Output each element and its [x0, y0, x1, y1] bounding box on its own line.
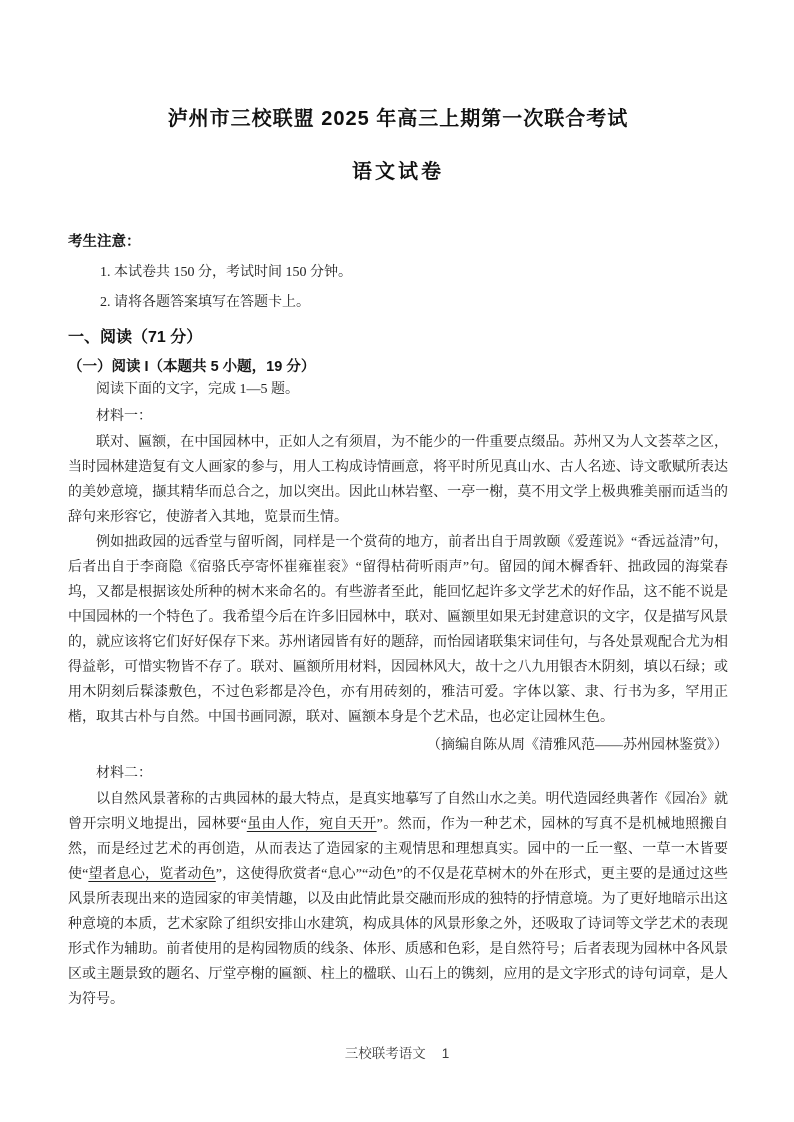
notice-item-2: 2. 请将各题答案填写在答题卡上。: [100, 295, 310, 310]
subsection-heading-reading-1: （一）阅读 I（本题共 5 小题，19 分）: [68, 359, 316, 375]
doc-subtitle: 语文试卷: [352, 161, 444, 183]
material-1-label: 材料一：: [96, 409, 152, 424]
section-heading-reading: 一、阅读（71 分）: [68, 329, 203, 346]
page-footer: [0, 1042, 794, 1062]
footer-page-number: 1: [441, 1046, 450, 1061]
material-2-paragraph-1: 以自然风景著称的古典园林的最大特点，是真实地摹写了自然山水之美。明代造园经典著作《园冶》就曾开宗明义地提出，园林要“虽由人作，宛自天开”。然而，作为一种艺术，园林的写真不是机械地照搬自然，而是经过艺术的再创造，从而表达了造园家的主观情思和理想真实。园中的一丘一壑、一草一木皆要使“望者息心，览者动色”，这使得欣赏者“息心”“动色”的不仅是花草树木的外在形式，更主要的是通过这些风景所表现出来的造园家的审美情趣，以及由此情此景交融而形成的独特的抒情意境。为了更好地暗示出这种意境的本质，艺术家除了组织安排山水建筑，构成具体的风景形象之外，还吸取了诗词等文学艺术的表现形式作为辅助。前者使用的是构园物质的线条、体形、质感和色彩，是自然符号；后者表现为园林中各风景区或主题景致的题名、厅堂亭榭的匾额、柱上的楹联、山石上的镌刻，应用的是文字形式的诗句词章，是人为符号。: [68, 792, 729, 1007]
doc-title: 泸州市三校联盟 2025 年高三上期第一次联合考试: [167, 108, 629, 130]
notice-item-1: 1. 本试卷共 150 分，考试时间 150 分钟。: [100, 265, 352, 280]
material-1-paragraph-1: 联对、匾额，在中国园林中，正如人之有须眉，为不能少的一件重要点缀品。苏州又为人文荟萃之区，当时园林建造复有文人画家的参与，用人工构成诗情画意，将平时所见真山水、古人名迹、诗文歌赋所表达的美妙意境，撷其精华而总合之，加以突出。因此山林岩壑、一亭一榭，莫不用文学上极典雅美丽而适当的辞句来形容它，使游者入其地，览景而生情。: [68, 435, 728, 525]
material-1-paragraph-2: 例如拙政园的远香堂与留听阁，同样是一个赏荷的地方，前者出自于周敦颐《爱莲说》“香远益清”句，后者出自于李商隐《宿骆氏亭寄怀崔雍崔衮》“留得枯荷听雨声”句。留园的闻木樨香轩、拙政园的海棠春坞，又都是根据该处所种的树木来命名的。有些游者至此，能回忆起许多文学艺术的好作品，这不能不说是中国园林的一个特色了。我希望今后在许多旧园林中，联对、匾额里如果无封建意识的文字，仅是描写风景的，就应该将它们好好保存下来。苏州诸园皆有好的题辞，而怡园诸联集宋词佳句，与各处景观配合尤为相得益彰，可惜实物皆不存了。联对、匾额所用材料，因园林风大，故十之八九用银杏木阴刻，填以石绿；或用木阴刻后髹漆敷色，不过色彩都是冷色，亦有用砖刻的，雅洁可爱。字体以篆、隶、行书为多，罕用正楷，取其古朴与自然。中国书画同源，联对、匾额本身是个艺术品，也必定让园林生色。: [68, 535, 728, 725]
footer-label: 三校联考语文: [344, 1046, 426, 1061]
notice-heading: 考生注意：: [68, 234, 141, 250]
material-1-attribution: （摘编自陈从周《清雅风范——苏州园林鉴赏》）: [427, 738, 728, 753]
reading-instruction: 阅读下面的文字，完成 1—5 题。: [96, 382, 299, 397]
material-2-label: 材料二：: [96, 766, 152, 781]
